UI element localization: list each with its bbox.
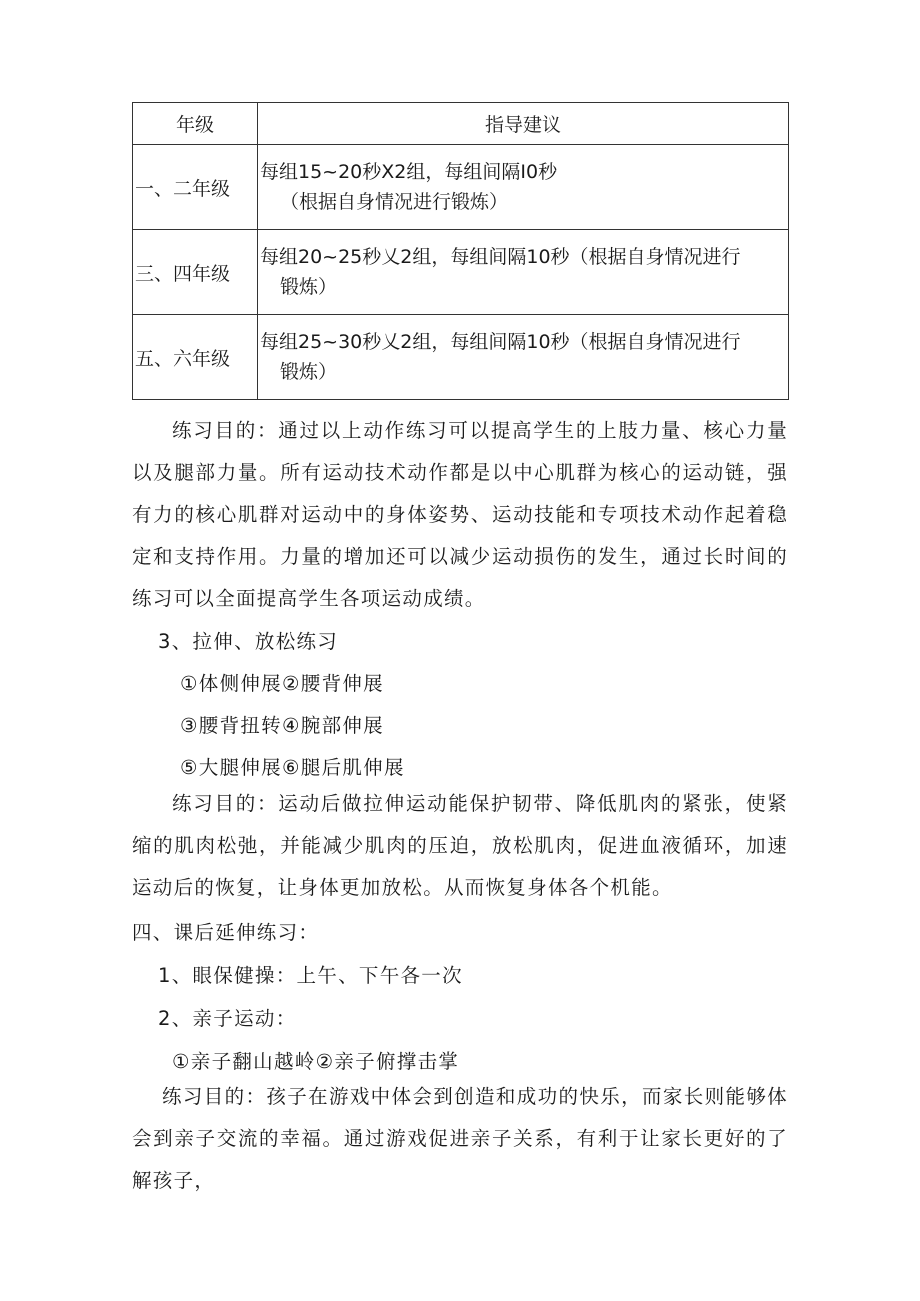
advice-cell xyxy=(258,145,789,230)
table-row xyxy=(133,230,789,315)
advice-line: （根据自身情况进行锻炼） xyxy=(280,191,509,213)
stretch-item: ⑤大腿伸展⑥腿后肌伸展 xyxy=(180,756,405,779)
purpose-paragraph-2: 练习目的：运动后做拉伸运动能保护韧带、降低肌肉的紧张，使紧缩的肌肉松弛，并能减少肌肉的压迫，放松肌肉，促进血液循环，加速运动后的恢复，让身体更加放松。从而恢复身体各个机能。 xyxy=(132,792,788,899)
stretch-item: ③腰背扭转④腕部伸展 xyxy=(180,714,384,737)
section-3-title: 3、拉伸、放松练习 xyxy=(158,630,339,653)
advice-line: 锻炼） xyxy=(280,276,338,298)
advice-cell xyxy=(258,315,789,400)
table-row xyxy=(133,145,789,230)
header-grade: 年级 xyxy=(133,103,258,145)
table-header-row xyxy=(133,103,789,145)
list-item: 2、亲子运动： xyxy=(158,1007,297,1030)
purpose-paragraph-3: 练习目的：孩子在游戏中体会到创造和成功的快乐，而家长则能够体会到亲子交流的幸福。通过游戏促进亲子关系，有利于让家长更好的了解孩子， xyxy=(132,1085,788,1192)
header-advice: 指导建议 xyxy=(258,103,789,145)
parent-child-items: ①亲子翻山越岭②亲子俯撑击掌 xyxy=(172,1050,460,1073)
purpose-paragraph-1: 练习目的：通过以上动作练习可以提高学生的上肢力量、核心力量以及腿部力量。所有运动技术动作都是以中心肌群为核心的运动链，强有力的核心肌群对运动中的身体姿势、运动技能和专项技术动作起着稳定和支持作用。力量的增加还可以减少运动损伤的发生，通过长时间的练习可以全面提高学生各项运动成绩。 xyxy=(132,419,788,610)
grade-cell: 三、四年级 xyxy=(133,230,258,315)
advice-line: 每组25~30秒乂2组，每组间隔10秒（根据自身情况进行 xyxy=(260,330,741,353)
section-4-title: 四、课后延伸练习： xyxy=(132,921,320,944)
advice-line: 每组20~25秒乂2组，每组间隔10秒（根据自身情况进行 xyxy=(260,245,741,268)
advice-line: 每组15~20秒X2组，每组间隔I0秒 xyxy=(260,160,558,183)
grade-cell: 一、二年级 xyxy=(133,145,258,230)
guidance-table xyxy=(132,102,789,400)
advice-cell xyxy=(258,230,789,315)
stretch-item: ①体侧伸展②腰背伸展 xyxy=(180,672,384,695)
list-item: 1、眼保健操：上午、下午各一次 xyxy=(158,964,463,987)
grade-cell: 五、六年级 xyxy=(133,315,258,400)
advice-line: 锻炼） xyxy=(280,361,338,383)
table-row xyxy=(133,315,789,400)
